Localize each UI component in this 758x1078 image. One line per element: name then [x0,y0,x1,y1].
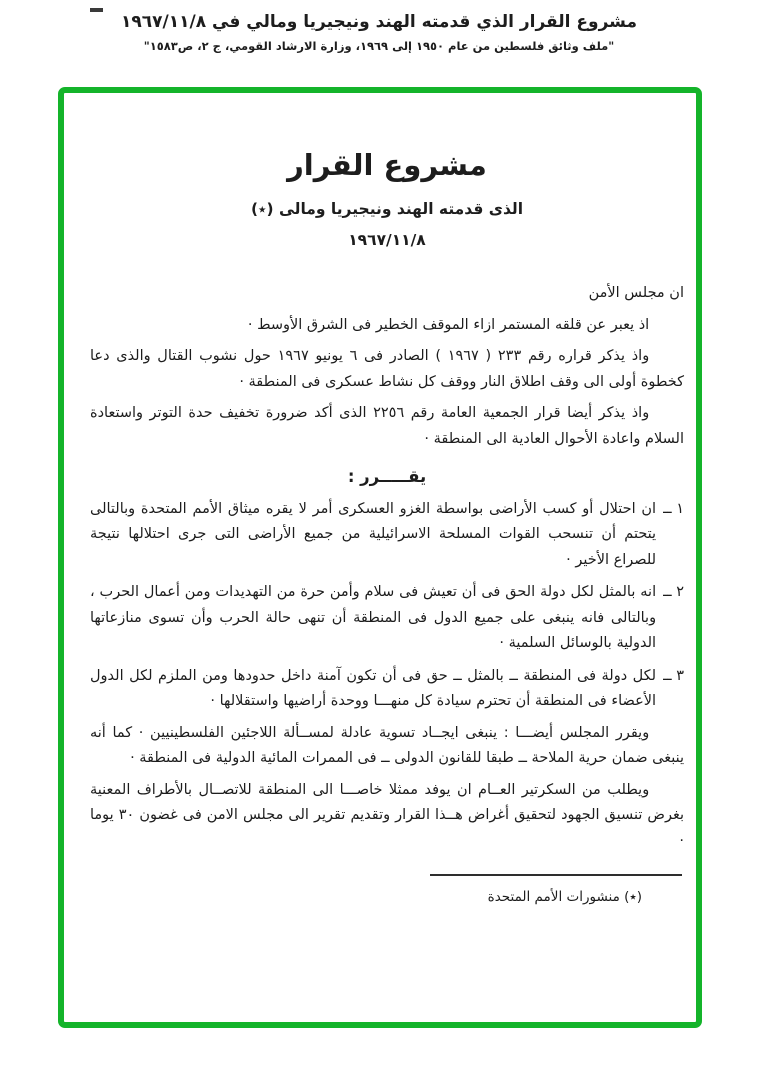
closing-paragraph: ويقرر المجلس أيضـــا : ينبغى ايجــاد تسوية عادلة لمســألة اللاجئين الفلسطينيين · كما أنه ينبغى ضمان حرية الملاحة ــ طبقا للقانون الدولى ــ فى الممرات المائية الدولية فى المنطقة · [90,724,684,767]
item-text: ان احتلال أو كسب الأراضى بواسطة الغزو العسكرى أمر لا يقره ميثاق الأمم المتحدة وبالتالى يتحتم أن تنسحب القوات المسلحة الاسرائيلية من جميع الأراضى التى جرى احتلالها نتيجة للصراع الأخير · [90,500,657,568]
footnote-divider [430,874,682,876]
doc-date: ١٩٦٧/١١/٨ [348,231,426,250]
document-content [64,93,696,1022]
decides-heading: يقـــــرر : [347,467,427,487]
doc-body [90,281,684,911]
page-header [0,12,758,53]
preamble-paragraph: واذ يذكر أيضا قرار الجمعية العامة رقم ٢٢٥٦ الذى أكد ضرورة تخفيف حدة التوتر واستعادة السلام واعادة الأحوال العادية الى المنطقة · [90,405,684,447]
page-header-title: مشروع القرار الذي قدمته الهند ونيجيريا ومالي في ١٩٦٧/١١/٨ [121,12,637,32]
opening-line: ان مجلس الأمن [588,285,684,302]
doc-title: مشروع القرار [287,148,487,182]
resolution-item [90,497,684,574]
preamble-paragraph: واذ يذكر قراره رقم ٢٣٣ ( ١٩٦٧ ) الصادر فى ٦ يونيو ١٩٦٧ حول نشوب القتال والذى دعا كخطوة أولى الى وقف اطلاق النار ووقف كل نشاط عسكرى فى المنطقة · [90,348,684,390]
item-text: لكل دولة فى المنطقة ــ بالمثل ــ حق فى أن تكون آمنة داخل حدودها ومن الملزم لكل الدول الأعضاء فى المنطقة أن تحترم سيادة كل منهـــا ووحدة أراضيها واستقلالها · [90,667,657,710]
item-number: ٣ ــ [663,667,684,684]
resolution-item [90,664,684,715]
document-frame-border [58,87,702,1028]
closing-paragraph: ويطلب من السكرتير العــام ان يوفد ممثلا خاصـــا الى المنطقة للاتصــال بالأطراف المعنية بغرض تنسيق الجهود لتحقيق أغراض هــذا القرار وتقديم تقرير الى مجلس الامن فى غضون ٣٠ يوما · [90,781,684,849]
preamble-paragraph: اذ يعبر عن قلقه المستمر ازاء الموقف الخطير فى الشرق الأوسط · [247,316,650,333]
item-number: ١ ــ [663,500,684,517]
doc-subtitle: الذى قدمته الهند ونيجيريا ومالى (٭) [250,200,524,219]
footnote-text: (٭) منشورات الأمم المتحدة [487,889,642,906]
resolution-item [90,580,684,657]
item-number: ٢ ــ [663,584,684,601]
page-header-source: "ملف وثائق فلسطين من عام ١٩٥٠ إلى ١٩٦٩، وزارة الارشاد القومي، ج ٢، ص١٥٨٣" [143,39,615,53]
item-text: انه بالمثل لكل دولة الحق فى أن تعيش فى سلام وأمن حرة من التهديدات ومن أعمال الحرب ، وبالتالى فانه ينبغى على جميع الدول فى المنطقة أن تنهى حالة الحرب وأن تسوى منازعاتها الدولية بالوسائل السلمية · [90,584,657,652]
